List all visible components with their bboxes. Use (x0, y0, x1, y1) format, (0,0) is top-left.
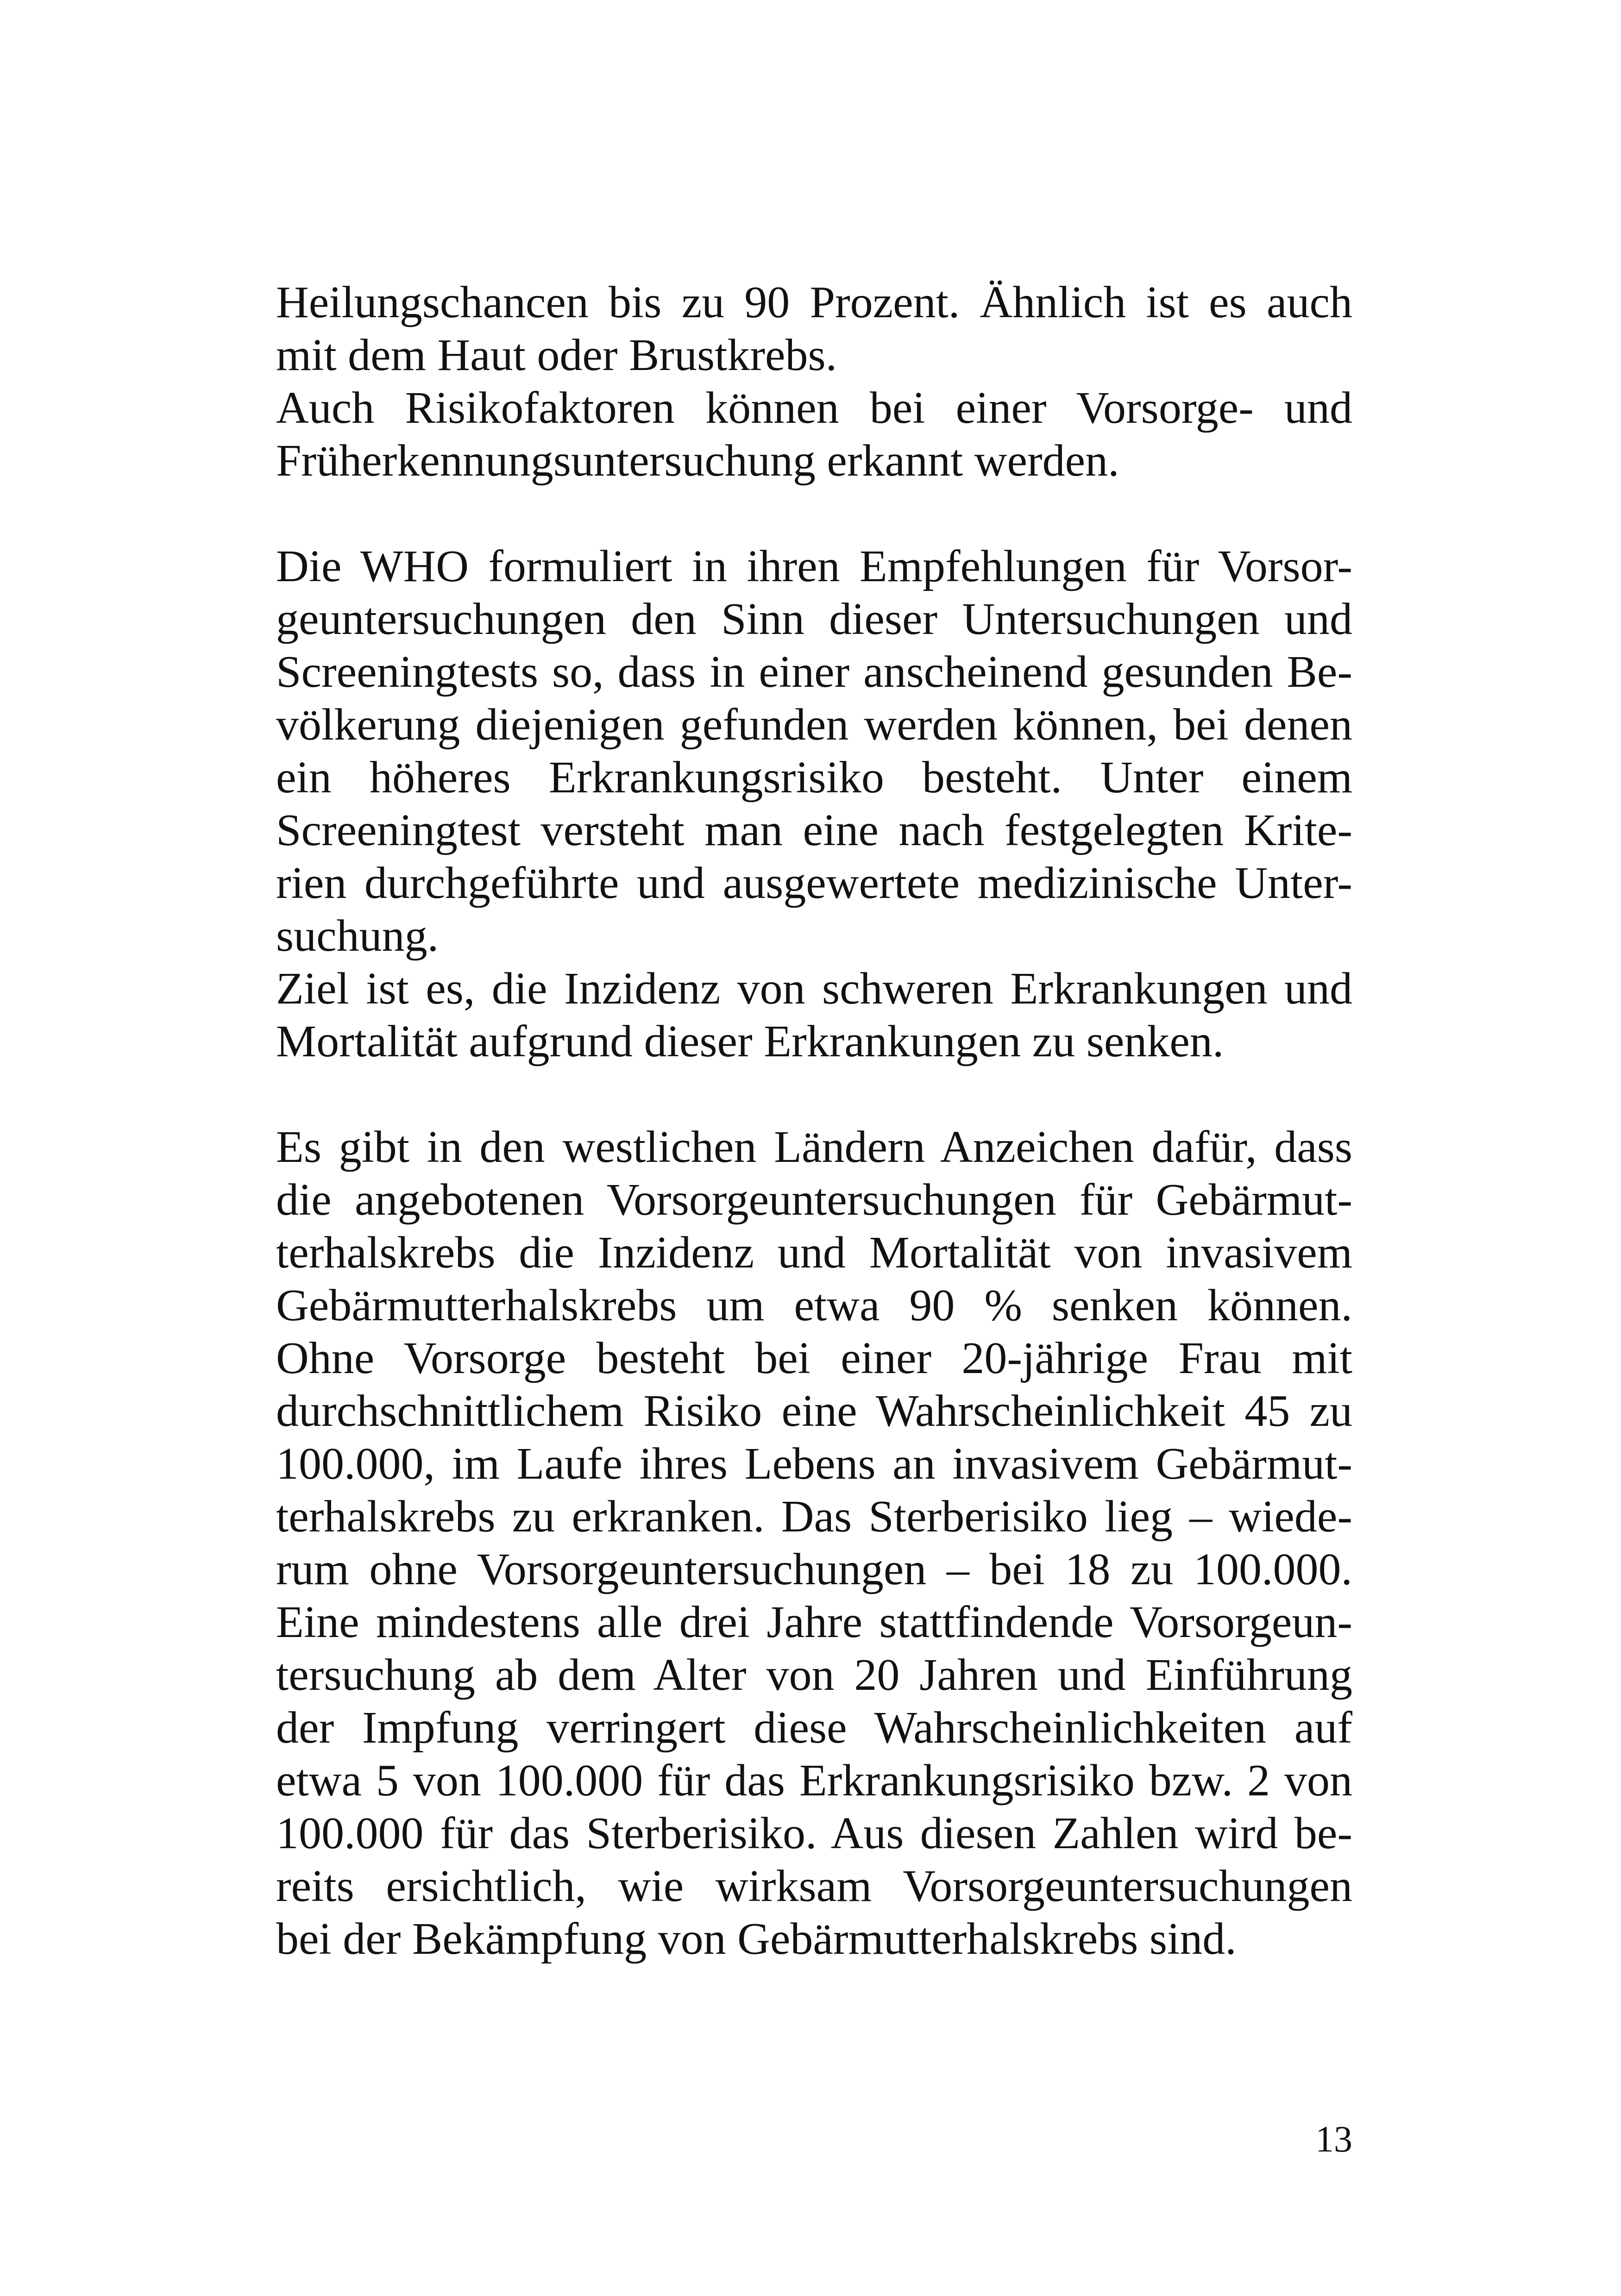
text-line: bei der Bekämpfung von Gebärmutterhalskrebs sind. (276, 1914, 1237, 1964)
paragraph-gap (276, 487, 1352, 540)
text-line: ein höheres Erkrankungsrisiko besteht. Unter einem (276, 753, 1352, 803)
text-line: mit dem Haut oder Brustkrebs. (276, 330, 837, 380)
text-line: rien durchgeführte und ausgewertete medizinische Unter- (276, 858, 1352, 908)
text-line: Eine mindestens alle drei Jahre stattfindende Vorsorgeun- (276, 1597, 1352, 1647)
text-line: tersuchung ab dem Alter von 20 Jahren und Einführung (276, 1650, 1352, 1700)
text-line: terhalskrebs die Inzidenz und Mortalität von invasivem (276, 1228, 1352, 1278)
body-text (276, 276, 1352, 1965)
text-line: Es gibt in den westlichen Ländern Anzeichen dafür, dass (276, 1122, 1352, 1172)
text-line: Screeningtests so, dass in einer anscheinend gesunden Be- (276, 647, 1352, 697)
text-line: reits ersichtlich, wie wirksam Vorsorgeuntersuchungen (276, 1861, 1352, 1911)
text-line: rum ohne Vorsorgeuntersuchungen – bei 18 zu 100.000. (276, 1544, 1352, 1594)
paragraph (276, 276, 1352, 487)
text-line: Heilungschancen bis zu 90 Prozent. Ähnlich ist es auch (276, 277, 1352, 327)
text-line: völkerung diejenigen gefunden werden können, bei denen (276, 700, 1352, 750)
text-line: terhalskrebs zu erkranken. Das Sterberisiko lieg – wiede- (276, 1492, 1352, 1542)
text-line: Ohne Vorsorge besteht bei einer 20-jährige Frau mit (276, 1333, 1352, 1383)
text-line: Auch Risikofaktoren können bei einer Vorsorge- und (276, 383, 1352, 433)
text-line: durchschnittlichem Risiko eine Wahrscheinlichkeit 45 zu (276, 1386, 1352, 1436)
paragraph (276, 540, 1352, 1068)
text-line: geuntersuchungen den Sinn dieser Untersuchungen und (276, 594, 1352, 644)
page-number: 13 (1315, 2119, 1352, 2160)
text-line: die angebotenen Vorsorgeuntersuchungen für Gebärmut- (276, 1175, 1352, 1225)
text-line: Screeningtest versteht man eine nach festgelegten Krite- (276, 805, 1352, 855)
text-line: der Impfung verringert diese Wahrscheinlichkeiten auf (276, 1703, 1352, 1753)
text-line: Früherkennungsuntersuchung erkannt werden. (276, 436, 1119, 486)
paragraph (276, 1121, 1352, 1965)
text-line: Ziel ist es, die Inzidenz von schweren Erkrankungen und (276, 964, 1352, 1014)
text-line: 100.000 für das Sterberisiko. Aus diesen Zahlen wird be- (276, 1808, 1352, 1858)
paragraph-gap (276, 1068, 1352, 1121)
text-line: Gebärmutterhalskrebs um etwa 90 % senken können. (276, 1280, 1352, 1330)
text-line: suchung. (276, 911, 439, 961)
text-line: 100.000, im Laufe ihres Lebens an invasivem Gebärmut- (276, 1439, 1352, 1489)
text-line: etwa 5 von 100.000 für das Erkrankungsrisiko bzw. 2 von (276, 1756, 1352, 1806)
text-line: Mortalität aufgrund dieser Erkrankungen zu senken. (276, 1016, 1224, 1066)
text-line: Die WHO formuliert in ihren Empfehlungen für Vorsor- (276, 541, 1352, 591)
